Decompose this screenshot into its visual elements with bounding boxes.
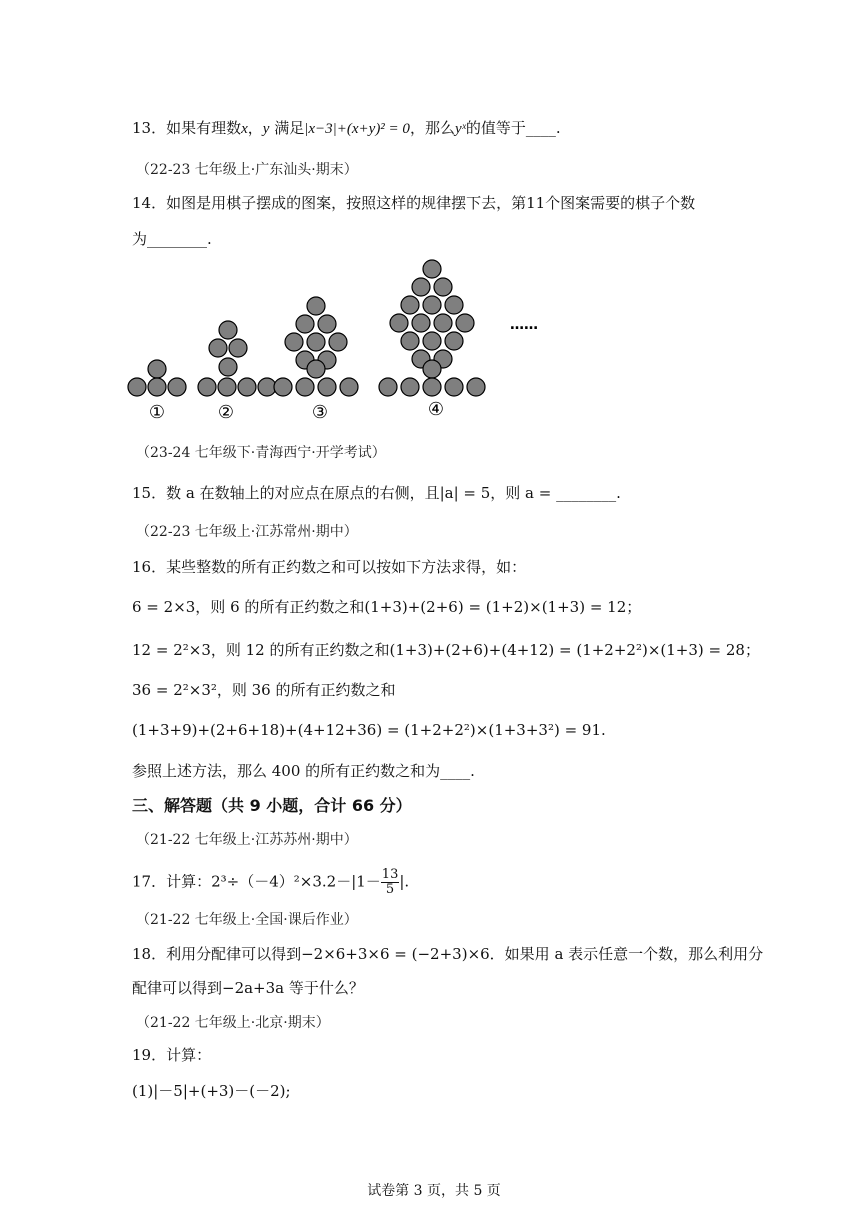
q13-tail: 的值等于____. [465,119,561,137]
q17-text: 17．计算：2³÷（－4）²×3.2－|1－ [132,872,381,891]
question-18-line1: 18．利用分配律可以得到−2×6+3×6 = (−2+3)×6．如果用 a 表示任意一个数，那么利用分 [132,945,764,963]
pattern-label-3: ③ [311,402,329,423]
question-19-part1: (1)|－5|+(+3)－(－2); [132,1082,291,1100]
pattern-label-2: ② [217,402,235,423]
q13-x: x [241,121,248,137]
chess-piece [307,333,325,351]
chess-piece [296,315,314,333]
chess-piece [218,378,236,396]
q13-mid: 满足 [269,119,305,137]
question-13 [132,118,561,139]
q13-prefix: 13．如果有理数 [132,119,242,137]
q13-sep: ， [247,119,263,137]
source-q15: （23-24 七年级下·青海西宁·开学考试） [136,445,386,461]
chess-piece [379,378,397,396]
chess-piece [340,378,358,396]
chess-piece [456,314,474,332]
chess-piece [238,378,256,396]
chess-piece [423,296,441,314]
chess-piece [445,296,463,314]
chess-piece [329,333,347,351]
chess-piece [307,360,325,378]
chess-piece [390,314,408,332]
chess-piece [148,360,166,378]
fraction-numerator: 13 [381,867,399,882]
chess-piece [148,378,166,396]
chess-piece [401,332,419,350]
question-16-line1: 6 = 2×3，则 6 的所有正约数之和(1+3)+(2+6) = (1+2)×(1+3) = 12； [132,598,642,616]
question-16-line3: 36 = 2²×3²，则 36 的所有正约数之和 [132,681,396,699]
chess-piece [229,339,247,357]
source-q18: （21-22 七年级上·全国·课后作业） [136,912,358,928]
chess-piece [423,360,441,378]
chess-piece [198,378,216,396]
chess-piece [467,378,485,396]
chess-piece [423,378,441,396]
pattern-label-1: ① [148,402,166,423]
question-19-title: 19．计算： [132,1046,212,1064]
q17-end: |. [399,872,410,891]
chess-piece [318,315,336,333]
chess-piece [307,297,325,315]
chess-piece [219,358,237,376]
q17-fraction [381,868,400,897]
question-14-line1: 14．如图是用棋子摆成的图案，按照这样的规律摆下去，第11个图案需要的棋子个数 [132,194,696,212]
chess-piece [168,378,186,396]
question-17 [132,868,409,897]
chess-piece [412,278,430,296]
chess-piece [423,332,441,350]
source-q16: （22-23 七年级上·江苏常州·期中） [136,524,358,540]
chess-piece [285,333,303,351]
chess-piece [423,260,441,278]
pattern-pieces [128,260,485,396]
chess-piece [401,378,419,396]
q13-formula: |x−3|+(x+y)² = 0 [304,121,410,137]
source-q14: （22-23 七年级上·广东汕头·期末） [136,162,358,178]
chess-piece [274,378,292,396]
chess-piece [445,332,463,350]
question-16-intro: 16．某些整数的所有正约数之和可以按如下方法求得，如： [132,558,527,576]
pattern-label-4: ④ [427,399,445,420]
chess-piece [209,339,227,357]
chess-piece [401,296,419,314]
question-16-line4: (1+3+9)+(2+6+18)+(4+12+36) = (1+2+2²)×(1+3+3²) = 91. [132,721,606,739]
question-15: 15．数 a 在数轴上的对应点在原点的右侧，且|a| = 5，则 a = ________. [132,484,621,502]
page-footer: 试卷第 3 页，共 5 页 [367,1183,501,1199]
source-q19: （21-22 七年级上·北京·期末） [136,1015,330,1031]
chess-piece [128,378,146,396]
chess-piece [318,378,336,396]
chess-piece [296,378,314,396]
q13-y: y [262,121,270,137]
question-16-line2: 12 = 2²×3，则 12 的所有正约数之和(1+3)+(2+6)+(4+12) = (1+2+2²)×(1+3) = 28； [132,641,760,659]
section-heading: 三、解答题（共 9 小题，合计 66 分） [132,796,412,815]
question-16-ask: 参照上述方法，那么 400 的所有正约数之和为____. [132,762,475,780]
question-18-line2: 配律可以得到−2a+3a 等于什么？ [132,979,364,997]
chess-piece [434,314,452,332]
q13-expr: yˣ [454,121,466,137]
chess-piece [445,378,463,396]
chess-pattern-figure [120,255,560,430]
chess-piece [434,278,452,296]
chess-piece [219,321,237,339]
chess-piece [412,314,430,332]
fraction-denominator: 5 [385,882,395,897]
pattern-ellipsis: …… [510,317,538,333]
question-14-line2: 为________. [132,230,212,248]
q13-after: ，那么 [409,119,455,137]
source-q17: （21-22 七年级上·江苏苏州·期中） [136,832,358,848]
chess-piece [258,378,276,396]
